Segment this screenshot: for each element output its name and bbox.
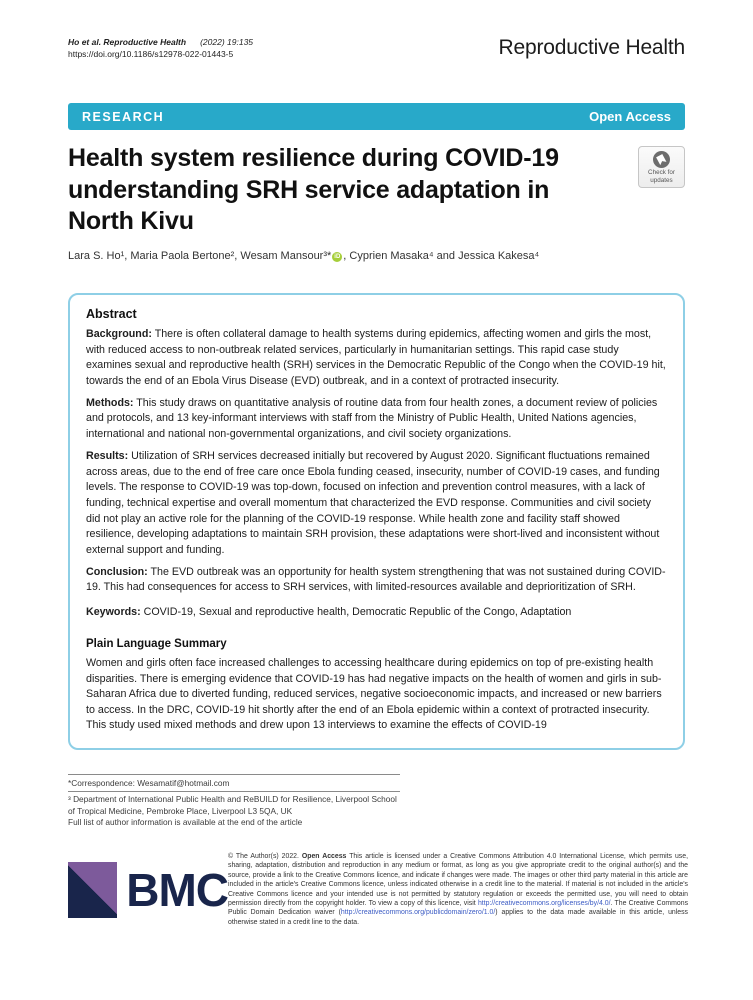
license-statement	[228, 852, 688, 927]
affiliation-text: ³ Department of International Public Health and ReBUILD for Resilience, Liverpool School of Tropical Medicine, Pembroke Place, Liverpool L3 5QA, UK	[68, 794, 397, 816]
license-body2: . The Creative Commons Public Domain Dedication waiver (	[228, 900, 689, 917]
crossmark-bookmark-icon	[653, 151, 670, 168]
article-title: Health system resilience during COVID-19 understanding SRH service adaptation in North Kivu	[68, 144, 559, 235]
plain-language-summary-text: Women and girls often face increased challenges to accessing healthcare during epidemics on top of pre-existing health disparities. There is emerging evidence that COVID-19 has had negative impacts on the health of women and girls in sub-Saharan Africa due to diverted funding, reduced services, negative socioeconomic impacts, and increased or new barriers to access. In the DRC, COVID-19 hit shortly after the end of an Ebola epidemic within a context of protracted insecurity. This study used mixed methods and drew upon 13 interviews to examine the effects of COVID-19	[86, 657, 662, 732]
article-type-banner	[68, 103, 685, 130]
license-body1: This article is licensed under a Creative Commons Attribution 4.0 International License, which permits use, sharing, adaptation, distribution and reproduction in any medium or format, as long as you give appropriate credit to the original author(s) and the source, provide a link to the Creative Commons licence, and indicate if changes were made. The images or other third party material in this article are included in the article's Creative Commons licence, unless indicated otherwise in a credit line to the material. If material is not included in the article's Creative Commons licence and your intended use is not permitted by statutory regulation or exceeds the permitted use, you will need to obtain permission directly from the copyright holder. To view a copy of this licence, visit	[228, 853, 688, 908]
citation-ref: Ho et al. Reproductive Health	[68, 37, 187, 47]
bmc-logo-icon	[68, 862, 117, 918]
license-body3: ) applies to the data made available in this article, unless otherwise stated in a credit line to the data.	[228, 909, 688, 926]
correspondence-line	[68, 775, 400, 791]
results-text: Utilization of SRH services decreased initially but recovered by August 2020. Significant fluctuations remained across areas, due to the end of free care once Ebola funding ceased, insecurity, number of COVID-19 cases, and funding levels. The response to COVID-19 was top-down, focused on infection and prevention control measures, with a lack of funding, technical expertise and overall momentum that characterized the EVD response. Communities and civil society did not play an active role for the planning of the COVID-19 response. While health zone and facility staff showed resilience, developing adaptations to maintain SRH provision, these adaptations were short-lived and inconsistent without external support and funding.	[86, 450, 660, 556]
correspondence-label: *Correspondence:	[68, 777, 135, 788]
orcid-icon[interactable]: iD	[334, 253, 341, 260]
abstract-box	[68, 293, 685, 751]
affiliation-block	[68, 792, 400, 829]
author-info-note: Full list of author information is available at the end of the article	[68, 817, 303, 828]
title-block	[68, 143, 685, 238]
methods-text: This study draws on quantitative analysis of routine data from four health zones, a document review of policies and protocols, and 13 key-informant interviews with staff from the Ministry of Public Health, United Nations agencies, international and national non-governmental organizations, and civil society organizations.	[86, 396, 658, 441]
abstract-conclusion	[86, 565, 667, 596]
background-label: Background:	[86, 328, 152, 340]
keywords-label: Keywords:	[86, 606, 141, 618]
license-link-cc-zero[interactable]: http://creativecommons.org/publicdomain/zero/1.0/	[340, 909, 496, 917]
correspondence-email-link[interactable]: Wesamatif@hotmail.com	[137, 777, 230, 788]
keywords-text: COVID-19, Sexual and reproductive health, Democratic Republic of the Congo, Adaptation	[143, 606, 572, 618]
plain-language-summary-heading: Plain Language Summary	[86, 637, 227, 650]
abstract-results	[86, 449, 667, 558]
conclusion-text: The EVD outbreak was an opportunity for health system strengthening that was not sustained during COVID-19. This had consequences for access to SRH services, with limited-resources available and deprioritization of SRH.	[86, 565, 666, 594]
bmc-logo-text: BMC	[126, 863, 228, 916]
abstract-heading: Abstract	[86, 306, 137, 321]
first-page-footnotes	[68, 774, 400, 829]
methods-label: Methods:	[86, 396, 134, 409]
article-type-label: RESEARCH	[82, 109, 165, 124]
abstract-background	[86, 327, 667, 389]
results-label: Results:	[86, 450, 129, 463]
background-text: There is often collateral damage to health systems during epidemics, affecting women and girls the most, with reduced access to non-outbreak related services, particularly in humanitarian settings. This rapid case study examines sexual and reproductive health (SRH) services in the Democratic Republic of the Congo when the COVID-19 hit, towards the end of an Ebola Virus Disease (EVD) outbreak, and in a context of protracted insecurity.	[86, 328, 666, 387]
page-header	[68, 36, 685, 60]
abstract-keywords	[86, 605, 667, 621]
license-open-access: Open Access	[301, 853, 347, 860]
open-access-label: Open Access	[589, 109, 671, 124]
authors-part1: Lara S. Ho¹, Maria Paola Bertone², Wesam Mansour³*	[68, 249, 332, 262]
conclusion-label: Conclusion:	[86, 565, 148, 578]
authors-part2: , Cyprien Masaka⁴ and Jessica Kakesa⁴	[343, 249, 540, 262]
page-footer	[68, 852, 688, 927]
author-list	[68, 250, 685, 262]
license-prefix: © The Author(s) 2022.	[228, 853, 299, 860]
journal-name: Reproductive Health	[498, 36, 685, 59]
abstract-methods	[86, 396, 667, 443]
license-link-cc-by[interactable]: http://creativecommons.org/licenses/by/4.0/	[477, 900, 611, 908]
check-for-updates-label: Check for updates	[648, 169, 675, 184]
bmc-logo	[68, 852, 228, 927]
check-for-updates-badge[interactable]	[638, 146, 685, 188]
citation-line	[68, 36, 253, 48]
citation-issue: (2022) 19:135	[200, 37, 254, 47]
doi-text: https://doi.org/10.1186/s12978-022-01443-5	[68, 49, 234, 59]
citation-block	[68, 36, 253, 60]
